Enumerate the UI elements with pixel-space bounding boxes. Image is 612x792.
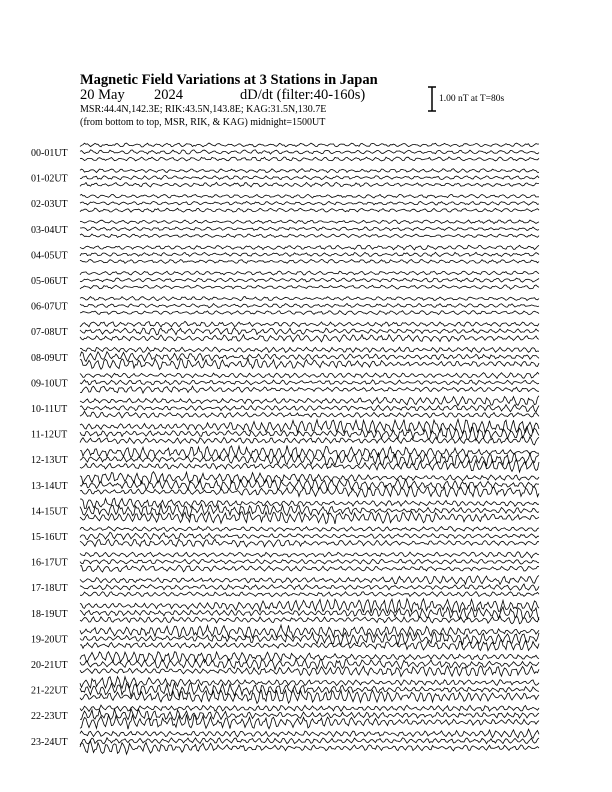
hour-label: 07-08UT bbox=[31, 327, 68, 339]
trace-kag bbox=[80, 396, 539, 406]
hour-label: 19-20UT bbox=[31, 634, 68, 646]
trace-kag bbox=[80, 446, 539, 459]
hour-label: 20-21UT bbox=[31, 660, 68, 671]
trace-kag bbox=[80, 472, 539, 484]
trace-kag bbox=[80, 677, 539, 689]
hour-label: 21-22UT bbox=[31, 685, 68, 697]
hour-label: 06-07UT bbox=[31, 301, 68, 313]
trace-msr bbox=[80, 592, 539, 597]
trace-kag bbox=[80, 143, 539, 147]
trace-rik bbox=[80, 252, 539, 256]
hour-label: 10-11UT bbox=[31, 404, 68, 415]
trace-rik bbox=[80, 150, 539, 154]
trace-rik bbox=[80, 405, 539, 412]
trace-msr bbox=[80, 486, 539, 497]
trace-msr bbox=[80, 565, 539, 572]
hour-label: 09-10UT bbox=[31, 378, 68, 390]
trace-kag bbox=[80, 498, 539, 508]
hour-label: 14-15UT bbox=[31, 506, 68, 518]
hour-label: 01-02UT bbox=[31, 173, 68, 185]
trace-rik bbox=[80, 227, 539, 231]
trace-msr bbox=[80, 285, 539, 289]
trace-kag bbox=[80, 271, 539, 275]
station-coordinates: MSR:44.4N,142.3E; RIK:43.5N,143.8E; KAG:31.5N,130.7E bbox=[80, 104, 327, 115]
hour-label: 13-14UT bbox=[31, 480, 68, 492]
trace-kag bbox=[80, 729, 539, 738]
hour-label: 22-23UT bbox=[31, 711, 68, 723]
hour-label: 15-16UT bbox=[31, 532, 68, 543]
trace-msr bbox=[80, 386, 539, 393]
trace-msr bbox=[80, 311, 539, 315]
chart-year: 2024 bbox=[154, 87, 183, 103]
trace-msr bbox=[80, 512, 539, 524]
hour-label: 05-06UT bbox=[31, 276, 68, 287]
trace-rik bbox=[80, 607, 539, 620]
trace-msr bbox=[80, 358, 539, 369]
trace-kag bbox=[80, 194, 539, 198]
hour-label: 08-09UT bbox=[31, 352, 68, 364]
trace-rik bbox=[80, 175, 539, 179]
trace-msr bbox=[80, 182, 539, 187]
hour-label: 02-03UT bbox=[31, 199, 68, 211]
trace-rik bbox=[80, 532, 539, 539]
trace-kag bbox=[80, 220, 539, 224]
chart-title: Magnetic Field Variations at 3 Stations in Japan bbox=[80, 72, 378, 88]
trace-kag bbox=[80, 552, 539, 558]
hour-label: 17-18UT bbox=[31, 583, 68, 595]
scale-label: 1.00 nT at T=80s bbox=[439, 94, 505, 104]
hour-label: 16-17UT bbox=[31, 557, 68, 569]
chart-quantity: dD/dt (filter:40-160s) bbox=[240, 87, 366, 103]
trace-msr bbox=[80, 234, 539, 238]
hour-label: 03-04UT bbox=[31, 224, 68, 236]
trace-rik bbox=[80, 738, 539, 745]
trace-rik bbox=[80, 659, 539, 670]
trace-rik bbox=[80, 709, 539, 721]
trace-msr bbox=[80, 689, 539, 703]
trace-msr bbox=[80, 741, 539, 754]
trace-rik bbox=[80, 479, 539, 490]
trace-kag bbox=[80, 625, 539, 638]
trace-kag bbox=[80, 347, 539, 352]
trace-rik bbox=[80, 278, 539, 282]
trace-rik bbox=[80, 380, 539, 385]
trace-kag bbox=[80, 652, 539, 663]
trace-msr bbox=[80, 539, 539, 547]
trace-rik bbox=[80, 201, 539, 205]
trace-msr bbox=[80, 208, 539, 212]
trace-msr bbox=[80, 616, 539, 624]
trace-rik bbox=[80, 304, 539, 308]
trace-msr bbox=[80, 259, 539, 263]
trace-rik bbox=[80, 328, 539, 335]
trace-kag bbox=[80, 297, 539, 301]
trace-msr bbox=[80, 157, 539, 161]
hour-label: 18-19UT bbox=[31, 608, 68, 620]
trace-rik bbox=[80, 559, 539, 564]
trace-rik bbox=[80, 584, 539, 591]
trace-kag bbox=[80, 169, 539, 173]
trace-msr bbox=[80, 436, 539, 445]
trace-kag bbox=[80, 705, 539, 711]
station-order-note: (from bottom to top, MSR, RIK, & KAG) midnight=1500UT bbox=[80, 117, 326, 128]
hour-label: 11-12UT bbox=[31, 429, 68, 441]
hour-label: 04-05UT bbox=[31, 250, 68, 262]
hour-label: 23-24UT bbox=[31, 736, 68, 748]
chart-date: 20 May bbox=[80, 87, 125, 103]
trace-rik bbox=[80, 352, 539, 362]
trace-msr bbox=[80, 411, 539, 418]
hour-label: 12-13UT bbox=[31, 455, 68, 467]
trace-msr bbox=[80, 335, 539, 342]
trace-kag bbox=[80, 321, 539, 327]
trace-kag bbox=[80, 527, 539, 532]
hour-label: 00-01UT bbox=[31, 148, 68, 159]
trace-kag bbox=[80, 245, 539, 250]
trace-kag bbox=[80, 372, 539, 378]
trace-kag bbox=[80, 576, 539, 585]
